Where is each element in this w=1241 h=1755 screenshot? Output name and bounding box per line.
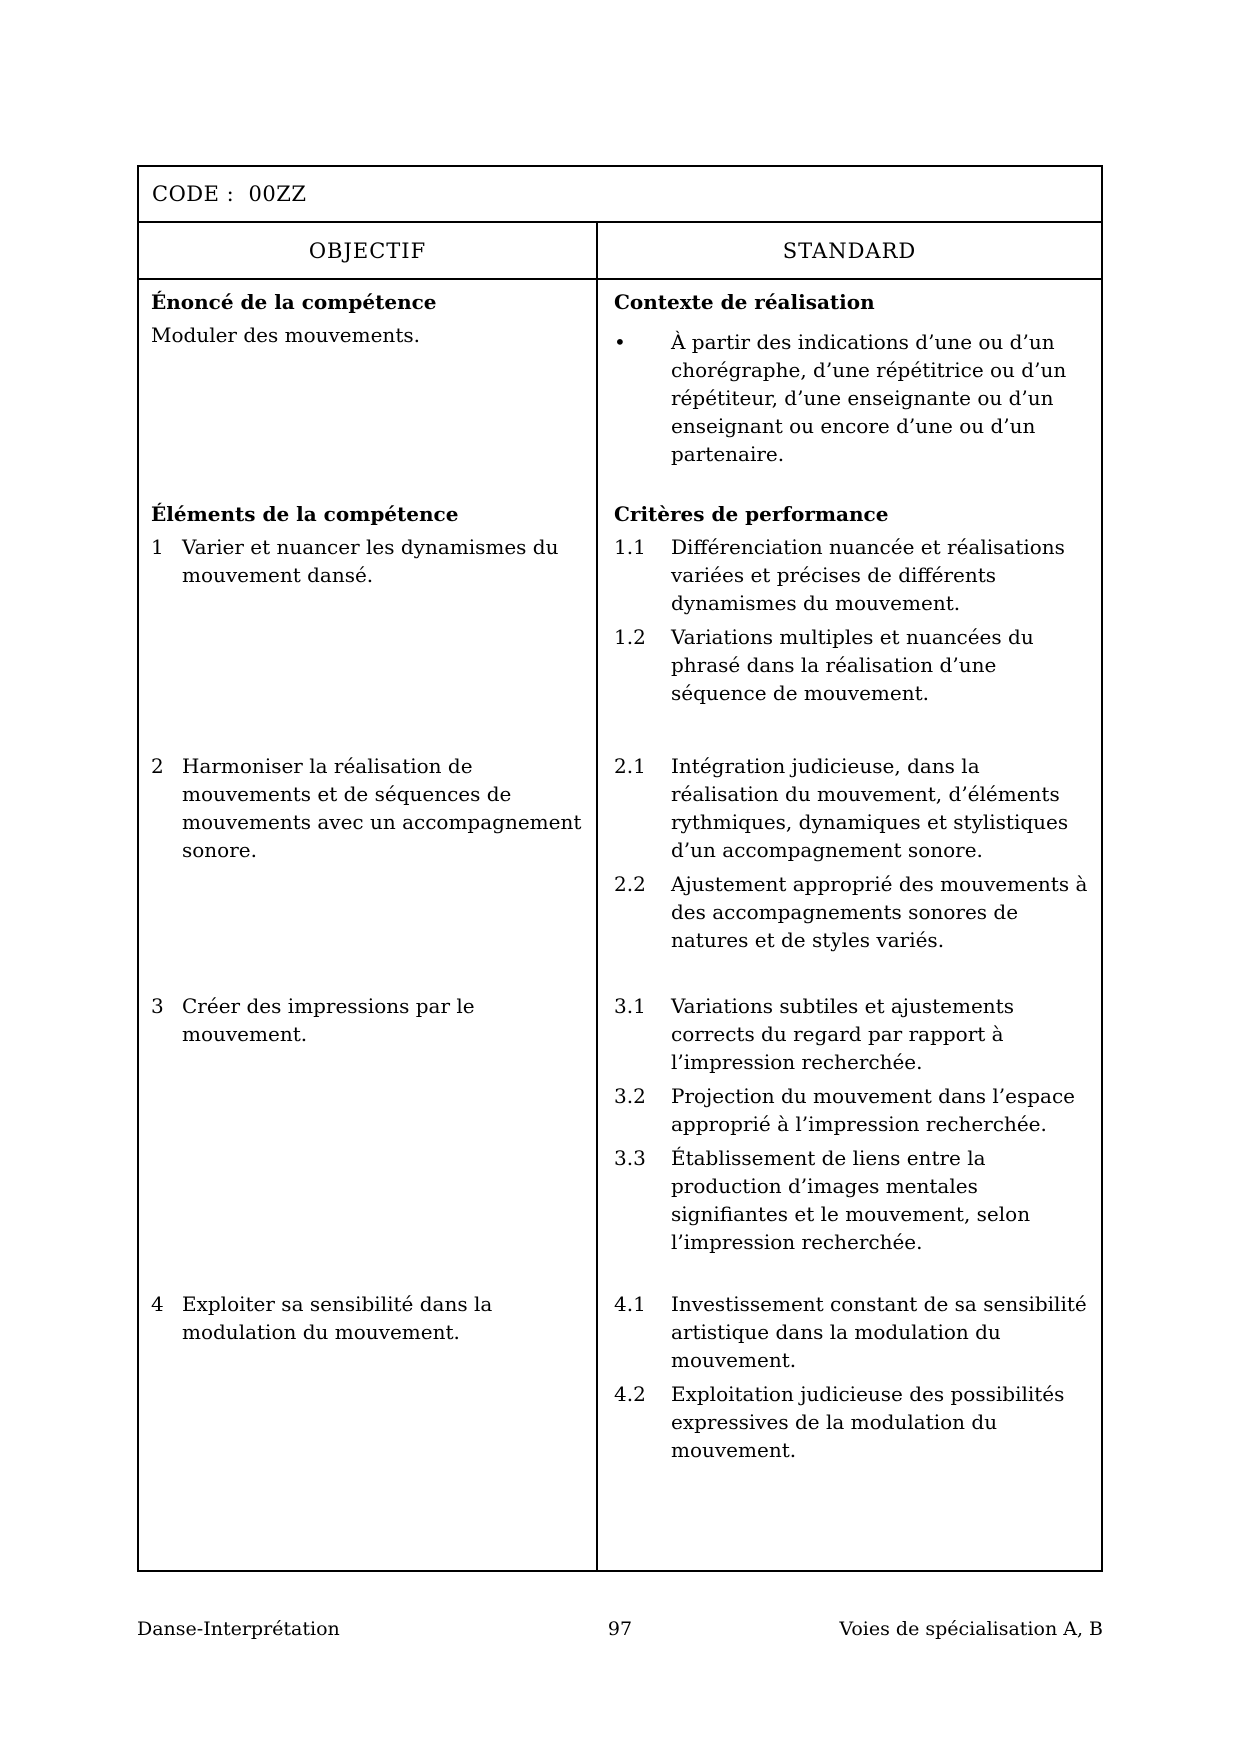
critere-item-3-1 — [614, 992, 1093, 1076]
footer-page-number: 97 — [607, 1618, 633, 1640]
critere-item-1-1 — [614, 533, 1093, 617]
critere-item-1-2 — [614, 623, 1093, 707]
critere-number: 3.1 — [614, 994, 646, 1018]
critere-text: Intégration judicieuse, dans la réalisation du mouvement, d’éléments rythmiques, dynamiques et stylistiques d’un accompagnement sonore. — [671, 754, 1069, 862]
element-text: Harmoniser la réalisation de mouvements et de séquences de mouvements avec un accompagnement sonore. — [182, 754, 582, 862]
enonce-heading: Énoncé de la compétence — [151, 290, 437, 314]
row-group-element-2 — [139, 747, 1101, 987]
standard-cell-criteria-4 — [598, 1285, 1101, 1570]
critere-item-2-2 — [614, 870, 1093, 954]
objectif-cell-element-3 — [139, 987, 598, 1285]
critere-number: 4.1 — [614, 1292, 646, 1316]
standard-cell-criteria-3 — [598, 987, 1101, 1285]
table-body — [139, 280, 1101, 1570]
critere-number: 4.2 — [614, 1382, 646, 1406]
critere-text: Variations multiples et nuancées du phrasé dans la réalisation d’une séquence de mouvement. — [671, 625, 1034, 705]
element-text: Créer des impressions par le mouvement. — [182, 994, 475, 1046]
column-header-objectif — [139, 223, 598, 278]
critere-number: 1.2 — [614, 625, 646, 649]
critere-text: Différenciation nuancée et réalisations variées et précises de différents dynamismes du mouvement. — [671, 535, 1065, 615]
critere-item-4-1 — [614, 1290, 1093, 1374]
element-item-4 — [151, 1290, 588, 1346]
critere-text: Variations subtiles et ajustements corrects du regard par rapport à l’impression recherchée. — [671, 994, 1014, 1074]
standard-cell-criteria-2 — [598, 747, 1101, 987]
critere-text: Ajustement approprié des mouvements à des accompagnements sonores de natures et de styles variés. — [671, 872, 1088, 952]
element-text: Exploiter sa sensibilité dans la modulation du mouvement. — [182, 1292, 493, 1344]
element-number: 3 — [151, 994, 164, 1018]
critere-item-2-1 — [614, 752, 1093, 864]
row-group-element-1 — [139, 492, 1101, 747]
contexte-bullet-text: À partir des indications d’une ou d’un chorégraphe, d’une répétitrice ou d’un répétiteur, d’une enseignante ou d’un enseignant ou encore d’une ou d’un partenaire. — [671, 330, 1067, 466]
criteres-heading: Critères de performance — [614, 502, 889, 526]
row-group-element-4 — [139, 1285, 1101, 1570]
page-footer — [137, 1618, 1103, 1640]
critere-number: 3.2 — [614, 1084, 646, 1108]
standard-header-label: STANDARD — [782, 238, 917, 263]
element-number: 2 — [151, 754, 164, 778]
objectif-header-label: OBJECTIF — [308, 238, 427, 263]
critere-item-3-3 — [614, 1144, 1093, 1256]
critere-number: 2.1 — [614, 754, 646, 778]
objectif-cell-element-2 — [139, 747, 598, 987]
critere-number: 3.3 — [614, 1146, 646, 1170]
column-header-row — [139, 223, 1101, 280]
elements-heading: Éléments de la compétence — [151, 502, 459, 526]
element-item-3 — [151, 992, 588, 1048]
standard-cell-contexte — [598, 280, 1101, 492]
code-label: CODE : 00ZZ — [152, 182, 307, 206]
critere-item-3-2 — [614, 1082, 1093, 1138]
standard-cell-criteria-1 — [598, 492, 1101, 747]
critere-text: Investissement constant de sa sensibilité artistique dans la modulation du mouvement. — [671, 1292, 1087, 1372]
element-number: 4 — [151, 1292, 164, 1316]
element-text: Varier et nuancer les dynamismes du mouvement dansé. — [182, 535, 559, 587]
row-group-enonce-contexte — [139, 280, 1101, 492]
critere-text: Projection du mouvement dans l’espace approprié à l’impression recherchée. — [671, 1084, 1075, 1136]
element-item-1 — [151, 533, 588, 589]
objectif-cell-enonce — [139, 280, 598, 492]
element-item-2 — [151, 752, 588, 864]
objectif-cell-element-4 — [139, 1285, 598, 1570]
contexte-bullet-item — [614, 328, 1093, 468]
critere-text: Établissement de liens entre la production d’images mentales signifiantes et le mouvement, selon l’impression recherchée. — [671, 1146, 1031, 1254]
critere-number: 1.1 — [614, 535, 646, 559]
footer-document-title: Danse-Interprétation — [137, 1618, 340, 1640]
bullet-icon: • — [614, 330, 626, 354]
objectif-cell-element-1 — [139, 492, 598, 747]
critere-item-4-2 — [614, 1380, 1093, 1464]
critere-number: 2.2 — [614, 872, 646, 896]
contexte-heading: Contexte de réalisation — [614, 290, 875, 314]
element-number: 1 — [151, 535, 164, 559]
row-group-element-3 — [139, 987, 1101, 1285]
code-row — [139, 167, 1101, 223]
column-header-standard — [598, 223, 1101, 278]
footer-specialization: Voies de spécialisation A, B — [839, 1618, 1103, 1640]
critere-text: Exploitation judicieuse des possibilités expressives de la modulation du mouvement. — [671, 1382, 1065, 1462]
enonce-text: Moduler des mouvements. — [151, 323, 420, 347]
competency-table — [137, 165, 1103, 1572]
